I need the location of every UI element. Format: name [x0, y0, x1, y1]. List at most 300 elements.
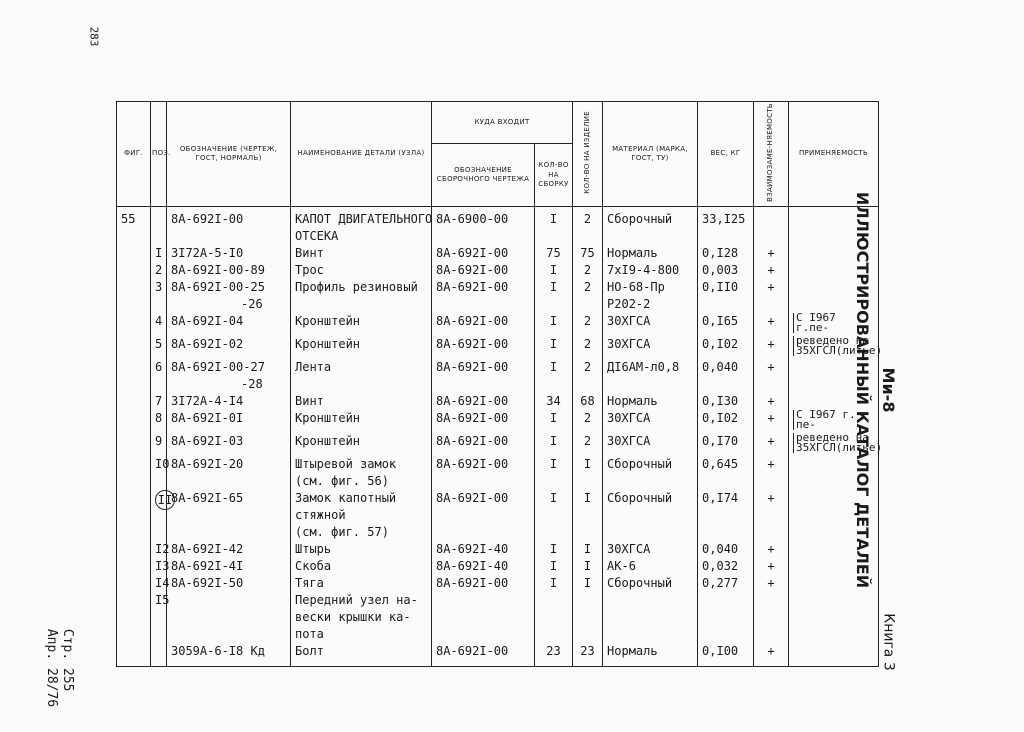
- cell-weight: [698, 410, 754, 433]
- cell-assembly-line: 8А-692I-00: [436, 263, 509, 278]
- cell-qty-assembly-line: I: [549, 491, 558, 506]
- cell-assembly-line: 8А-692I-00: [436, 314, 509, 329]
- cell-interchange-line: +: [767, 394, 775, 409]
- cell-assembly-line: 8А-692I-00: [436, 337, 509, 352]
- cell-applicability: [789, 313, 879, 336]
- cell-qty-assembly: [535, 410, 573, 433]
- cell-fig: [117, 279, 151, 313]
- cell-weight: [698, 490, 754, 541]
- cell-weight-line: 0,I70: [702, 434, 739, 449]
- cell-applicability-line: С I967 г. пе-: [793, 410, 874, 430]
- cell-interchange-line: +: [767, 644, 775, 659]
- cell-fig: [117, 456, 151, 490]
- cell-weight-line: 0,003: [702, 263, 739, 278]
- cell-name-line: Винт: [295, 246, 324, 261]
- cell-qty-assembly: [535, 643, 573, 667]
- cell-designation-line: 3059А-6-I8 Кд: [171, 644, 265, 659]
- cell-qty-assembly-line: I: [549, 314, 558, 329]
- cell-pos-line: II: [155, 490, 175, 510]
- cell-qty-product: [573, 410, 603, 433]
- cell-qty-assembly-line: I: [549, 576, 558, 591]
- cell-qty-product-line: I: [583, 542, 592, 557]
- header-qty-product: КОЛ-ВО НА ИЗДЕЛИЕ: [573, 102, 603, 207]
- cell-assembly-line: 8А-692I-00: [436, 394, 509, 409]
- cell-interchange: [754, 541, 789, 558]
- cell-weight: [698, 313, 754, 336]
- cell-interchange: [754, 410, 789, 433]
- cell-qty-assembly-line: 34: [546, 394, 561, 409]
- cell-designation-line: 3I72А-4-I4: [171, 394, 244, 409]
- cell-designation: [167, 393, 291, 410]
- cell-qty-assembly: [535, 245, 573, 262]
- cell-applicability: [789, 541, 879, 558]
- cell-material: [603, 592, 698, 643]
- cell-pos: [151, 336, 167, 359]
- cell-qty-assembly: [535, 456, 573, 490]
- cell-interchange-line: +: [767, 280, 775, 295]
- cell-designation: [167, 410, 291, 433]
- cell-interchange: [754, 207, 789, 246]
- cell-weight: [698, 558, 754, 575]
- cell-qty-assembly-line: I: [549, 559, 558, 574]
- cell-applicability: [789, 245, 879, 262]
- cell-applicability: [789, 643, 879, 667]
- cell-fig: [117, 575, 151, 592]
- cell-name-line: ОТСЕКА: [295, 229, 339, 244]
- cell-interchange-line: +: [767, 457, 775, 472]
- cell-weight-line: 0,032: [702, 559, 739, 574]
- cell-name-line: Кронштейн: [295, 411, 361, 426]
- cell-designation: [167, 433, 291, 456]
- cell-qty-assembly: [535, 541, 573, 558]
- cell-pos-line: 8: [155, 411, 163, 426]
- cell-name-line: Кронштейн: [295, 337, 361, 352]
- cell-weight: [698, 359, 754, 393]
- header-name: НАИМЕНОВАНИЕ ДЕТАЛИ (УЗЛА): [291, 102, 432, 207]
- cell-qty-assembly: [535, 393, 573, 410]
- cell-interchange: [754, 575, 789, 592]
- table-row: [117, 336, 879, 359]
- cell-designation-line: 8А-692I-42: [171, 542, 244, 557]
- cell-applicability: [789, 410, 879, 433]
- cell-designation-line: 8А-692I-00-89: [171, 263, 265, 278]
- cell-material-line: Сборочный: [607, 212, 673, 227]
- cell-pos-line: I4: [155, 576, 170, 591]
- cell-material: [603, 433, 698, 456]
- cell-weight-line: 0,040: [702, 542, 739, 557]
- cell-qty-product-line: I: [583, 559, 592, 574]
- header-weight: ВЕС, КГ: [698, 102, 754, 207]
- cell-name-line: Болт: [295, 644, 324, 659]
- cell-fig: [117, 313, 151, 336]
- table-row: [117, 490, 879, 541]
- cell-pos: [151, 433, 167, 456]
- cell-material-line: 30ХГСА: [607, 411, 651, 426]
- header-where-used: КУДА ВХОДИТ: [432, 102, 573, 144]
- cell-name-line: Кронштейн: [295, 434, 361, 449]
- table-row: [117, 558, 879, 575]
- cell-qty-assembly: [535, 558, 573, 575]
- table-row: [117, 456, 879, 490]
- cell-qty-product: [573, 592, 603, 643]
- cell-assembly-line: 8А-692I-00: [436, 457, 509, 472]
- cell-material-line: Сборочный: [607, 576, 673, 591]
- cell-name-line: (см. фиг. 56): [295, 474, 389, 489]
- cell-qty-assembly: [535, 262, 573, 279]
- table-row: [117, 207, 879, 246]
- cell-qty-product: [573, 336, 603, 359]
- cell-name-line: (см. фиг. 57): [295, 525, 389, 540]
- cell-assembly: [432, 336, 535, 359]
- cell-pos-line: 2: [155, 263, 163, 278]
- cell-qty-assembly: [535, 336, 573, 359]
- cell-designation: [167, 643, 291, 667]
- cell-applicability: [789, 334, 883, 359]
- cell-fig: [117, 541, 151, 558]
- cell-assembly: [432, 245, 535, 262]
- cell-fig: [117, 410, 151, 433]
- cell-assembly: [432, 279, 535, 313]
- cell-weight-line: 0,I02: [702, 411, 739, 426]
- cell-designation: [167, 245, 291, 262]
- cell-weight-line: 0,II0: [702, 280, 739, 295]
- cell-pos: [151, 643, 167, 667]
- cell-material: [603, 359, 698, 393]
- cell-interchange: [754, 359, 789, 393]
- cell-qty-product: [573, 490, 603, 541]
- cell-qty-assembly-line: 75: [546, 246, 561, 261]
- table-row: [117, 279, 879, 313]
- cell-applicability-line: С I967 г.пе-: [793, 313, 874, 333]
- cell-designation: [167, 207, 291, 246]
- cell-material: [603, 410, 698, 433]
- cell-material-line: 30ХГСА: [607, 337, 651, 352]
- cell-qty-product-line: 68: [580, 394, 595, 409]
- cell-fig: [117, 245, 151, 262]
- cell-name: [291, 410, 432, 433]
- cell-fig: [117, 262, 151, 279]
- cell-designation-line: 8А-692I-0I: [171, 411, 244, 426]
- table-row: [117, 245, 879, 262]
- cell-qty-product-line: I: [583, 491, 592, 506]
- cell-qty-product-line: 23: [580, 644, 595, 659]
- cell-material-line: Сборочный: [607, 457, 673, 472]
- cell-interchange-line: +: [767, 314, 775, 329]
- cell-assembly-line: 8А-692I-00: [436, 576, 509, 591]
- table-row: [117, 433, 879, 456]
- cell-qty-product: [573, 541, 603, 558]
- cell-assembly: [432, 490, 535, 541]
- cell-applicability: [789, 592, 879, 643]
- cell-interchange-line: +: [767, 559, 775, 574]
- cell-weight: [698, 643, 754, 667]
- cell-designation-line: 8А-692I-00-27: [171, 360, 265, 375]
- cell-designation: [167, 359, 291, 393]
- header-interchange: ВЗАИМОЗАМЕ-НЯЕМОСТЬ: [754, 102, 789, 207]
- cell-fig: [117, 336, 151, 359]
- cell-qty-assembly: [535, 279, 573, 313]
- cell-pos-line: 6: [155, 360, 163, 375]
- cell-name-line: вески крышки ка-: [295, 610, 411, 625]
- cell-qty-assembly-line: I: [549, 337, 558, 352]
- cell-assembly: [432, 393, 535, 410]
- cell-interchange: [754, 558, 789, 575]
- cell-qty-assembly-line: I: [549, 457, 558, 472]
- cell-designation-line: 8А-692I-50: [171, 576, 244, 591]
- cell-pos: [151, 558, 170, 575]
- cell-name: [291, 393, 432, 410]
- cell-fig: [117, 359, 151, 393]
- cell-name: [291, 336, 432, 359]
- cell-weight-line: 0,040: [702, 360, 739, 375]
- catalog-title-text: ИЛЛЮСТРИРОВАННЫЙ КАТАЛОГ ДЕТАЛЕЙ: [853, 191, 872, 589]
- cell-name-line: Трос: [295, 263, 324, 278]
- cell-pos: [151, 456, 170, 490]
- table-row: [117, 359, 879, 393]
- cell-fig: [117, 643, 151, 667]
- cell-name-line: Винт: [295, 394, 324, 409]
- cell-qty-assembly-line: I: [549, 434, 558, 449]
- cell-qty-assembly: [535, 433, 573, 456]
- cell-material: [603, 245, 698, 262]
- cell-name: [291, 433, 432, 456]
- cell-material: [603, 313, 698, 336]
- cell-interchange-line: +: [767, 491, 775, 506]
- cell-material: [603, 207, 698, 246]
- cell-name: [291, 558, 432, 575]
- cell-material-line: 7хI9-4-800: [607, 263, 680, 278]
- cell-material: [603, 575, 698, 592]
- cell-designation: [167, 592, 291, 643]
- cell-weight-line: 0,I28: [702, 246, 739, 261]
- cell-qty-product-line: 2: [583, 212, 592, 227]
- cell-material-line: Нормаль: [607, 644, 658, 659]
- cell-interchange: [754, 262, 789, 279]
- cell-assembly-line: 8А-692I-00: [436, 280, 509, 295]
- cell-interchange-line: +: [767, 542, 775, 557]
- cell-material-line: ДI6АМ-л0,8: [607, 360, 680, 375]
- cell-qty-product: [573, 558, 603, 575]
- cell-name: [291, 541, 432, 558]
- header-designation: ОБОЗНАЧЕНИЕ (ЧЕРТЕЖ, ГОСТ, НОРМАЛЬ): [167, 102, 291, 207]
- cell-designation-line: -28: [241, 377, 263, 392]
- cell-material: [603, 558, 698, 575]
- cell-interchange: [754, 592, 789, 643]
- cell-designation-line: 8А-692I-20: [171, 457, 244, 472]
- cell-interchange: [754, 433, 789, 456]
- cell-pos-line: I5: [155, 593, 170, 608]
- cell-designation-line: 8А-692I-04: [171, 314, 244, 329]
- cell-applicability: [789, 456, 879, 490]
- cell-pos: [151, 207, 167, 246]
- cell-name: [291, 456, 432, 490]
- cell-designation-line: -26: [241, 297, 263, 312]
- cell-weight: [698, 393, 754, 410]
- cell-interchange-line: +: [767, 411, 775, 426]
- cell-interchange: [754, 313, 789, 336]
- cell-assembly: [432, 456, 535, 490]
- cell-pos: [151, 245, 167, 262]
- cell-name: [291, 207, 432, 246]
- cell-weight-line: 0,I30: [702, 394, 739, 409]
- cell-weight-line: 0,I00: [702, 644, 739, 659]
- cell-applicability: [789, 558, 879, 575]
- cell-qty-product-line: I: [583, 576, 592, 591]
- cell-material: [603, 336, 698, 359]
- cell-material-line: Сборочный: [607, 491, 673, 506]
- cell-applicability-line: реведено на 35ХГСЛ(литье): [793, 433, 882, 453]
- cell-material-line: АК-6: [607, 559, 636, 574]
- cell-material: [603, 393, 698, 410]
- cell-applicability: [789, 262, 879, 279]
- cell-designation-line: 8А-692I-00-25: [171, 280, 265, 295]
- cell-qty-product: [573, 643, 603, 667]
- cell-qty-assembly-line: I: [549, 263, 558, 278]
- cell-fig: [117, 490, 151, 541]
- cell-qty-assembly-line: I: [549, 280, 558, 295]
- cell-weight: [698, 456, 754, 490]
- cell-name-line: Лента: [295, 360, 332, 375]
- cell-interchange-line: +: [767, 263, 775, 278]
- cell-qty-product: [573, 359, 603, 393]
- cell-weight: [698, 279, 754, 313]
- cell-name: [291, 279, 432, 313]
- cell-designation-line: 8А-692I-00: [171, 212, 244, 227]
- parts-table: [116, 101, 883, 667]
- cell-name-line: Штырь: [295, 542, 332, 557]
- cell-interchange: [754, 393, 789, 410]
- cell-assembly: [432, 643, 535, 667]
- cell-material-line: Нормаль: [607, 246, 658, 261]
- table-row: [117, 410, 879, 433]
- cell-pos: [151, 313, 167, 336]
- header-assembly-designation: ОБОЗНАЧЕНИЕ СБОРОЧНОГО ЧЕРТЕЖА: [432, 144, 535, 207]
- cell-interchange: [754, 456, 789, 490]
- cell-name-line: Штыревой замок: [295, 457, 397, 472]
- cell-name-line: пота: [295, 627, 324, 642]
- cell-applicability: [789, 575, 879, 592]
- cell-qty-assembly: [535, 359, 573, 393]
- cell-pos: [151, 410, 167, 433]
- cell-qty-product: [573, 393, 603, 410]
- cell-pos-line: I: [155, 246, 163, 261]
- cell-assembly: [432, 410, 535, 433]
- cell-qty-product: [573, 279, 603, 313]
- cell-pos-line: I2: [155, 542, 170, 557]
- cell-weight-line: 0,277: [702, 576, 739, 591]
- cell-qty-product: [573, 456, 603, 490]
- cell-pos: [151, 262, 167, 279]
- cell-name-line: Кронштейн: [295, 314, 361, 329]
- page-top-number: 283: [87, 26, 101, 47]
- cell-weight: [698, 336, 754, 359]
- cell-assembly: [432, 262, 535, 279]
- cell-assembly: [432, 592, 535, 643]
- cell-pos: [151, 279, 167, 313]
- cell-assembly: [432, 207, 535, 246]
- cell-designation-line: 8А-692I-4I: [171, 559, 244, 574]
- cell-qty-product-line: 2: [583, 280, 592, 295]
- cell-assembly-line: 8А-692I-00: [436, 246, 509, 261]
- cell-qty-product: [573, 245, 603, 262]
- cell-assembly-line: 8А-6900-00: [436, 212, 509, 227]
- cell-material-line: Р202-2: [607, 297, 651, 312]
- cell-designation: [167, 541, 291, 558]
- cell-qty-product-line: 2: [583, 434, 592, 449]
- cell-assembly-line: 8А-692I-00: [436, 644, 509, 659]
- cell-qty-product-line: 75: [580, 246, 595, 261]
- cell-pos: [151, 592, 170, 643]
- cell-designation: [167, 336, 291, 359]
- cell-assembly-line: 8А-692I-00: [436, 360, 509, 375]
- cell-weight: [698, 592, 754, 643]
- cell-designation: [167, 262, 291, 279]
- cell-qty-product: [573, 433, 603, 456]
- cell-applicability-line: реведено на 35ХГСЛ(литье): [793, 336, 882, 356]
- cell-material: [603, 643, 698, 667]
- cell-material: [603, 490, 698, 541]
- cell-fig: [117, 207, 151, 246]
- cell-weight: [698, 207, 754, 246]
- cell-qty-product: [573, 207, 603, 246]
- cell-qty-product-line: 2: [583, 263, 592, 278]
- table-row: [117, 393, 879, 410]
- cell-name: [291, 575, 432, 592]
- cell-assembly-line: 8А-692I-40: [436, 559, 509, 574]
- cell-designation: [167, 456, 291, 490]
- cell-material-line: 30ХГСА: [607, 434, 651, 449]
- cell-weight: [698, 575, 754, 592]
- cell-pos-line: I0: [155, 457, 170, 472]
- cell-qty-product-line: I: [583, 457, 592, 472]
- cell-assembly: [432, 575, 535, 592]
- table-row: [117, 313, 879, 336]
- cell-material-line: 30ХГСА: [607, 314, 651, 329]
- cell-weight-line: 0,I74: [702, 491, 739, 506]
- table-row: [117, 575, 879, 592]
- cell-applicability: [789, 490, 879, 541]
- cell-assembly: [432, 359, 535, 393]
- cell-interchange-line: +: [767, 360, 775, 375]
- cell-interchange-line: +: [767, 434, 775, 449]
- cell-name: [291, 490, 432, 541]
- header-applicability: ПРИМЕНЯЕМОСТЬ: [789, 102, 879, 207]
- cell-pos: [151, 490, 173, 541]
- cell-designation-line: 8А-692I-02: [171, 337, 244, 352]
- cell-assembly: [432, 541, 535, 558]
- cell-name: [291, 245, 432, 262]
- cell-assembly: [432, 313, 535, 336]
- cell-name: [291, 313, 432, 336]
- cell-weight-line: 33,I25: [702, 212, 746, 227]
- cell-qty-assembly: [535, 575, 573, 592]
- header-pos: ПОЗ.: [151, 102, 167, 207]
- cell-qty-assembly-line: I: [549, 212, 558, 227]
- cell-name-line: Замок капотный: [295, 491, 397, 506]
- cell-designation: [167, 490, 291, 541]
- cell-interchange: [754, 490, 789, 541]
- cell-weight-line: 0,I65: [702, 314, 739, 329]
- cell-applicability: [789, 359, 879, 393]
- cell-material: [603, 456, 698, 490]
- cell-applicability: [789, 207, 879, 246]
- cell-assembly-line: 8А-692I-00: [436, 434, 509, 449]
- cell-qty-assembly: [535, 313, 573, 336]
- cell-material-line: 30ХГСА: [607, 542, 651, 557]
- cell-pos: [151, 575, 170, 592]
- cell-assembly-line: 8А-692I-40: [436, 542, 509, 557]
- header-material: МАТЕРИАЛ (МАРКА, ГОСТ, ТУ): [603, 102, 698, 207]
